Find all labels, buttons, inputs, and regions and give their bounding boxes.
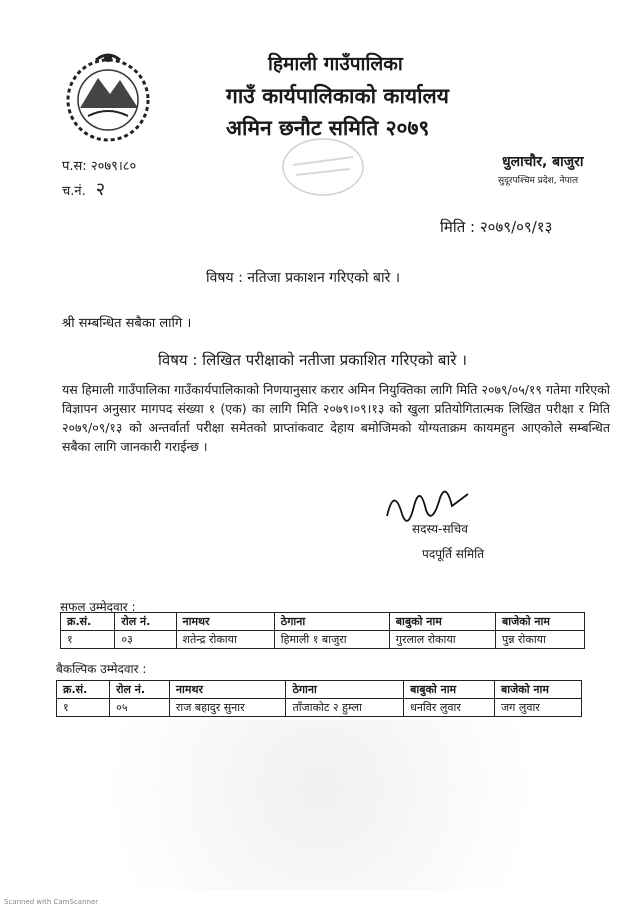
subject-detail: विषय : लिखित परीक्षाको नतीजा प्रकाशित गरिएको बारे । [158,351,467,369]
signatory-title: सदस्य-सचिव [412,522,468,536]
table-cell: हिमाली १ बाजुरा [274,631,389,649]
office-name: गाउँ कार्यपालिकाको कार्यालय [226,84,449,108]
table-cell: १ [61,631,115,649]
table-row [57,699,582,717]
header-cell: ठेगाना [286,681,404,699]
table-cell: राज बहादुर सुनार [169,699,286,717]
header-cell: बाजेको नाम [495,681,582,699]
table-cell: १ [57,699,110,717]
committee-name: अमिन छनौट समिति २०७९ [226,116,430,140]
alternate-candidates-table [56,680,582,717]
header-cell: रोल नं. [110,681,170,699]
table-cell: गुरलाल रोकाया [389,631,495,649]
patra-sankhya: प.स: २०७९।८० [62,159,137,174]
table-header-row [61,613,585,631]
body-paragraph: यस हिमाली गाउँपालिका गाउँकार्यपालिकाको निणयानुसार करार अमिन नियुक्तिका लागि मिति २०७९/०५/१९ गतेमा गरिएको विज्ञापन अनुसार मागपद संख्या १ (एक) का लागि मिति २०७९।०९।१३ को खुला प्रतियोगितात्मक लिखित परीक्षा र मिति २०७९/०९/१३ को अन्तर्वार्ता परीक्षा समेतको प्राप्तांकवाट देहाय बमोजिमको योग्यताक्रम कायमहुन आएकोले सम्बन्धित सबैका लागि जानकारी गराईन्छ । [62,382,610,454]
scanner-watermark: Scanned with CamScanner [4,898,99,906]
table-header-row [57,681,582,699]
table-cell: ०५ [110,699,170,717]
table-cell: धनविर लुवार [404,699,495,717]
greeting: श्री सम्बन्धित सबैका लागि । [62,316,192,331]
chalani-value: २ [95,179,106,200]
address-line: धुलाचौर, बाजुरा [502,154,584,170]
table-cell: ०३ [115,631,176,649]
table-row [61,631,585,649]
passed-candidates-table [60,612,585,649]
header-cell: रोल नं. [115,613,176,631]
faded-stamp-icon [278,135,368,200]
header-cell: ठेगाना [274,613,389,631]
nepal-emblem-icon [58,48,158,148]
passed-candidates-label: सफल उम्मेदवार : [60,600,136,614]
header-cell: बाबुको नाम [389,613,495,631]
header-cell: बाजेको नाम [496,613,585,631]
signatory-committee: पदपूर्ति समिति [422,547,485,561]
scan-noise [30,720,610,890]
header-cell: नामथर [176,613,274,631]
alternate-candidates-label: बैकल्पिक उम्मेदवार : [56,662,147,676]
municipality-name: हिमाली गाउँपालिका [268,53,403,75]
header-cell: बाबुको नाम [404,681,495,699]
subject-heading: विषय : नतिजा प्रकाशन गरिएको बारे । [206,270,401,286]
address-province: सुदूरपश्चिम प्रदेश, नेपाल [498,176,579,186]
table-cell: ताँजाकोट २ हुम्ला [286,699,404,717]
header-cell: क्र.सं. [61,613,115,631]
chalani-label: च.नं. [62,184,86,199]
table-cell: शतेन्द्र रोकाया [176,631,274,649]
table-cell: जग लुवार [495,699,582,717]
document-date: मिति : २०७९/०९/१३ [440,218,553,236]
header-cell: क्र.सं. [57,681,110,699]
chalani-number [62,177,105,201]
header-cell: नामथर [169,681,286,699]
table-cell: पुन्न रोकाया [496,631,585,649]
